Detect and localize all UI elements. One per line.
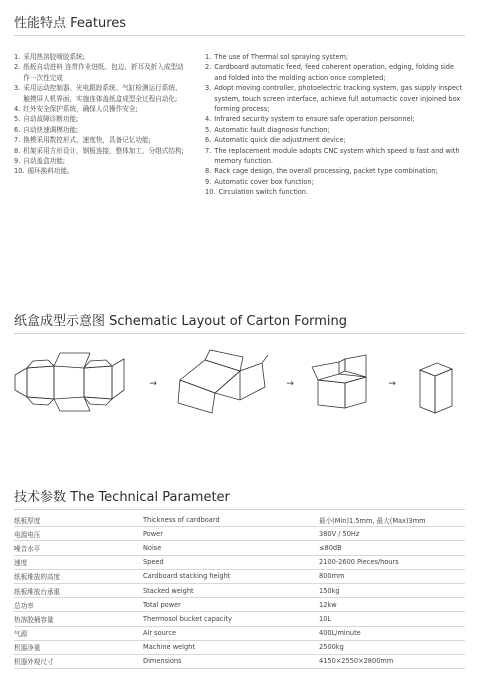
param-name-cn: 噪音水平 xyxy=(14,541,143,555)
param-name-cn: 热溶胶桶容量 xyxy=(14,612,143,626)
feature-number: 8. xyxy=(205,167,212,176)
feature-item-en xyxy=(205,125,467,135)
feature-item-en xyxy=(205,146,467,167)
feature-item-cn xyxy=(14,62,186,83)
feature-number: 9. xyxy=(14,157,21,166)
table-row xyxy=(14,569,465,583)
carton-partially-folded xyxy=(178,350,268,413)
param-name-cn: 气源 xyxy=(14,626,143,640)
technical-divider xyxy=(14,509,465,510)
param-value: 2500kg xyxy=(319,640,465,654)
arrow-2: → xyxy=(286,379,294,389)
feature-number: 5. xyxy=(205,125,212,134)
feature-text: 自动盖盒功能; xyxy=(23,157,66,166)
param-name-en: Stacked weight xyxy=(143,583,319,597)
carton-blank-flat xyxy=(15,353,124,411)
table-row xyxy=(14,541,465,555)
feature-text: 循环换料功能。 xyxy=(27,167,74,176)
feature-text: 采用热溶胶喷胶系统; xyxy=(23,53,85,61)
feature-number: 2. xyxy=(14,63,21,72)
param-name-cn: 纸板堆放的高度 xyxy=(14,569,143,583)
features-list-chinese xyxy=(14,52,186,177)
param-value: 150kg xyxy=(319,583,465,597)
feature-number: 8. xyxy=(14,146,21,155)
feature-item-cn xyxy=(14,114,186,124)
param-name-cn: 机器净重 xyxy=(14,640,143,654)
schematic-divider xyxy=(14,333,465,334)
feature-item-en xyxy=(205,166,467,176)
feature-number: 5. xyxy=(14,115,21,124)
carton-open-box xyxy=(312,355,366,408)
schematic-title: 纸盒成型示意图 Schematic Layout of Carton Forming xyxy=(14,314,348,329)
carton-closed-box xyxy=(420,363,452,413)
feature-text: 采用运动控制器、光电跟踪系统、气缸检测运行系统、触摸屏人机界面，实施连体盖纸盒成型全过程自动化; xyxy=(23,84,182,103)
param-name-en: Machine weight xyxy=(143,640,319,654)
param-name-cn: 纸板堆放台承重 xyxy=(14,583,143,597)
feature-number: 7. xyxy=(14,136,21,145)
feature-item-en xyxy=(205,83,467,114)
feature-item-en xyxy=(205,62,467,83)
param-value: 2100-2600 Pieces/hours xyxy=(319,555,465,569)
feature-item-en xyxy=(205,52,467,62)
feature-text: Adopt moving controller, photoelectric tracking system, gas supply inspect system, touch screen interface, achieve full aotumactic cover injoined box forming process; xyxy=(214,84,463,114)
param-value: 最小(Min)1.5mm, 最大(Max)3mm xyxy=(319,513,465,527)
feature-number: 4. xyxy=(14,105,21,114)
feature-text: Automatic fault diagnosis function; xyxy=(214,125,330,134)
param-name-cn: 纸板厚度 xyxy=(14,513,143,527)
param-value: 800mm xyxy=(319,569,465,583)
features-list-english xyxy=(205,52,467,198)
feature-item-en xyxy=(205,177,467,187)
table-row xyxy=(14,654,465,668)
feature-item-cn xyxy=(14,83,186,104)
feature-text: 红外安全保护系统，确保人员操作安全; xyxy=(23,105,138,114)
feature-number: 10. xyxy=(14,167,25,176)
param-value: 12kw xyxy=(319,598,465,612)
feature-item-cn xyxy=(14,125,186,135)
feature-item-cn xyxy=(14,52,186,62)
feature-text: 机架采用方形设计，钢板连接，整体加工，分组式结构; xyxy=(23,146,184,155)
feature-item-cn xyxy=(14,104,186,114)
param-name-en: Total power xyxy=(143,598,319,612)
param-name-en: Speed xyxy=(143,555,319,569)
feature-item-cn xyxy=(14,156,186,166)
param-value: ≤80dB xyxy=(319,541,465,555)
feature-item-en xyxy=(205,114,467,124)
table-row xyxy=(14,626,465,640)
feature-text: 自动快速调模功能; xyxy=(23,125,79,134)
features-divider xyxy=(14,35,465,36)
feature-text: 换模采用数控形式，速度快，具备记忆功能; xyxy=(23,136,151,145)
arrow-1: → xyxy=(149,379,157,389)
feature-text: The replacement module adopts CNC system which speed is fast and with memory function. xyxy=(214,146,460,166)
feature-number: 2. xyxy=(205,63,212,72)
param-name-cn: 电源电压 xyxy=(14,527,143,541)
feature-number: 6. xyxy=(205,136,212,145)
features-title: 性能特点 Features xyxy=(14,16,127,31)
param-name-en: Dimensions xyxy=(143,654,319,668)
param-value: 10L xyxy=(319,612,465,626)
feature-number: 9. xyxy=(205,177,212,186)
param-name-cn: 机器外观尺寸 xyxy=(14,654,143,668)
table-row xyxy=(14,527,465,541)
feature-number: 6. xyxy=(14,125,21,134)
feature-text: 纸板自动进料 连贯作业进纸、包边、折耳及折入成型动作一次性完成 xyxy=(23,63,184,82)
feature-item-cn xyxy=(14,146,186,156)
feature-item-en xyxy=(205,187,467,197)
feature-item-cn xyxy=(14,166,186,176)
param-name-en: Cardboard stacking height xyxy=(143,569,319,583)
feature-number: 3. xyxy=(14,84,21,93)
feature-text: Automatic cover box function; xyxy=(214,177,314,186)
technical-parameter-table xyxy=(14,513,465,669)
feature-text: The use of Thermal sol spraying system; xyxy=(214,53,349,61)
table-row xyxy=(14,583,465,597)
table-row xyxy=(14,513,465,527)
table-row xyxy=(14,640,465,654)
param-name-en: Air source xyxy=(143,626,319,640)
feature-number: 3. xyxy=(205,84,212,93)
param-value: 4150×2550×2800mm xyxy=(319,654,465,668)
feature-text: Rack cage design, the overall processing, packet type combination; xyxy=(214,167,438,176)
param-name-en: Power xyxy=(143,527,319,541)
feature-number: 1. xyxy=(205,53,212,61)
arrow-3: → xyxy=(388,379,396,389)
carton-forming-diagram xyxy=(0,345,479,420)
param-name-en: Thermosol bucket capacity xyxy=(143,612,319,626)
feature-number: 10. xyxy=(205,188,216,197)
feature-number: 4. xyxy=(205,115,212,124)
feature-text: Infrared security system to ensure safe operation personnel; xyxy=(214,115,415,124)
feature-number: 7. xyxy=(205,146,212,155)
technical-title: 技术参数 The Technical Parameter xyxy=(14,490,230,505)
feature-number: 1. xyxy=(14,53,21,61)
feature-text: Cardboard automatic feed, feed coherent operation, edging, folding side and folded into the molding action once completed; xyxy=(214,63,455,82)
feature-text: Circulation switch function. xyxy=(218,188,309,197)
table-row xyxy=(14,612,465,626)
param-value: 400L/minute xyxy=(319,626,465,640)
feature-text: Automatic quick die adjustment device; xyxy=(214,136,346,145)
feature-item-cn xyxy=(14,135,186,145)
param-value: 380V / 50Hz xyxy=(319,527,465,541)
table-row xyxy=(14,555,465,569)
feature-item-en xyxy=(205,135,467,145)
param-name-en: Noise xyxy=(143,541,319,555)
table-row xyxy=(14,598,465,612)
param-name-cn: 总功率 xyxy=(14,598,143,612)
param-name-cn: 速度 xyxy=(14,555,143,569)
feature-text: 自动故障诊断功能; xyxy=(23,115,79,124)
param-name-en: Thickness of cardboard xyxy=(143,513,319,527)
